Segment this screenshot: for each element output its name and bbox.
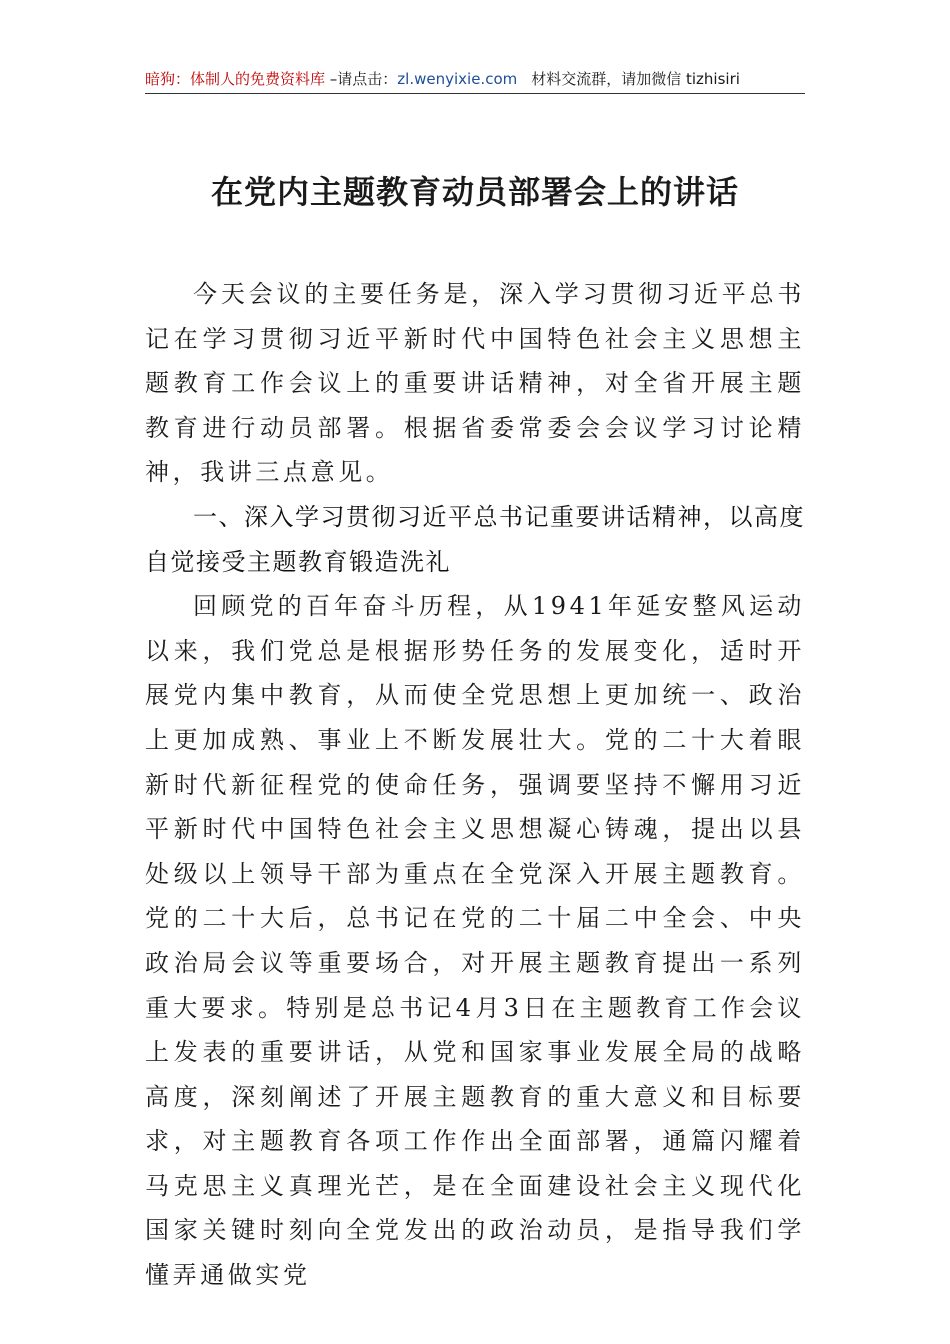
header-contact: 材料交流群，请加微信 tizhisiri	[531, 70, 740, 88]
document-title: 在党内主题教育动员部署会上的讲话	[210, 173, 739, 211]
intro-paragraph: 今天会议的主要任务是，深入学习贯彻习近平总书记在学习贯彻习近平新时代中国特色社会主义思想主题教育工作会议上的重要讲话精神，对全省开展主题教育进行动员部署。根据省委常委会会议学习讨论精神，我讲三点意见。	[145, 280, 805, 487]
header-url-link[interactable]: zl.wenyixie.com	[397, 70, 518, 88]
document-body	[145, 272, 805, 1298]
header-divider	[145, 93, 805, 94]
header-prompt: –请点击：	[325, 70, 398, 88]
section-paragraph: 回顾党的百年奋斗历程，从1941年延安整风运动以来，我们党总是根据形势任务的发展变化，适时开展党内集中教育，从而使全党思想上更加统一、政治上更加成熟、事业上不断发展壮大。党的二十大着眼新时代新征程党的使命任务，强调要坚持不懈用习近平新时代中国特色社会主义思想凝心铸魂，提出以县处级以上领导干部为重点在全党深入开展主题教育。党的二十大后，总书记在党的二十届二中全会、中央政治局会议等重要场合，对开展主题教育提出一系列重大要求。特别是总书记4月3日在主题教育工作会议上发表的重要讲话，从党和国家事业发展全局的战略高度，深刻阐述了开展主题教育的重大意义和目标要求，对主题教育各项工作作出全面部署，通篇闪耀着马克思主义真理光芒，是在全面建设社会主义现代化国家关键时刻向全党发出的政治动员，是指导我们学懂弄通做实党	[145, 592, 805, 1290]
section-heading: 一、深入学习贯彻习近平总书记重要讲话精神，以高度自觉接受主题教育锻造洗礼	[145, 502, 805, 576]
header-brand: 暗狗：体制人的免费资料库	[145, 70, 326, 88]
header-banner	[145, 66, 805, 92]
